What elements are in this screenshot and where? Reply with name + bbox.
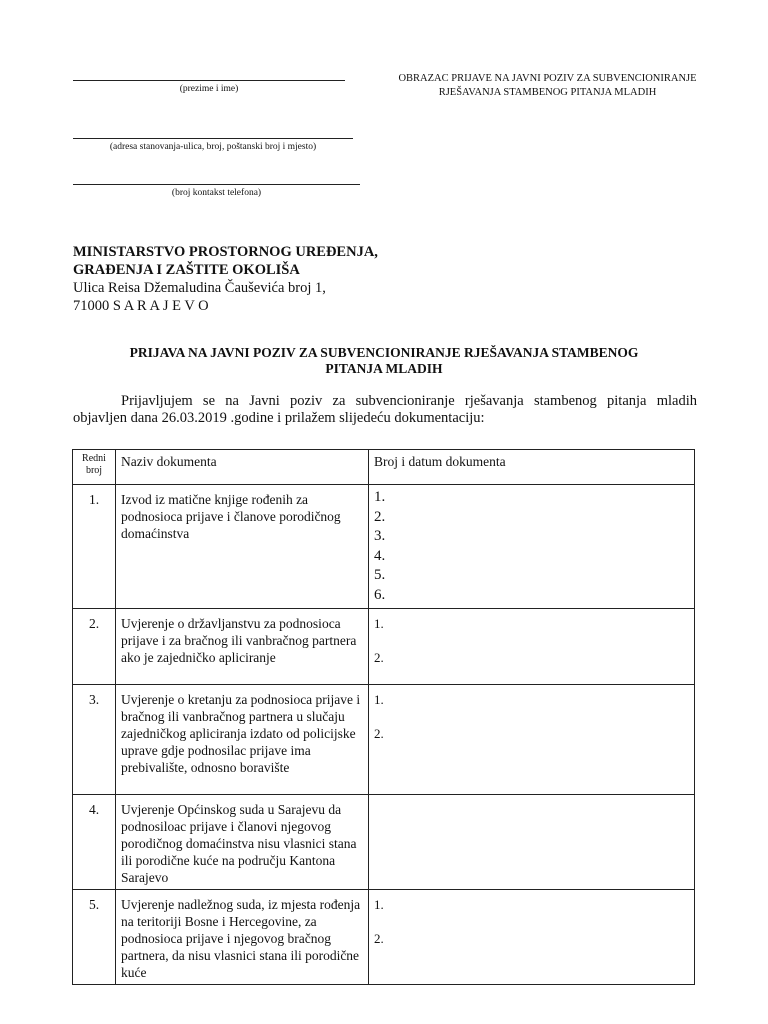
- name-field-caption: (prezime i ime): [179, 84, 239, 94]
- documents-table: [72, 449, 695, 985]
- intro-paragraph: [73, 393, 697, 427]
- name-field-line[interactable]: [73, 68, 345, 81]
- ref-item: 2.: [374, 931, 384, 946]
- ministry-name-line2: GRAĐENJA I ZAŠTITE OKOLIŠA: [73, 262, 300, 278]
- ministry-city: 71000 S A R A J E V O: [73, 298, 209, 314]
- row-doc-name: Izvod iz matične knjige rođenih za podnosioca prijave i članove porodičnog domaćinstva: [116, 485, 369, 609]
- row-doc-name: Uvjerenje o kretanju za podnosioca prijave i bračnog ili vanbračnog partnera u slučaju zajedničkog apliciranja izdato od policijske uprave gdje podnosilac prijave ima prebivalište, odnosno boravište: [116, 685, 369, 795]
- row-num: 2.: [73, 609, 116, 685]
- row-doc-name: Uvjerenje Općinskog suda u Sarajevu da podnosiloac prijave i članovi njegovog porodičnog domaćinstva nisu vlasnici stana ili porodične kuće na području Kantona Sarajevo: [116, 795, 369, 890]
- intro-line1: Prijavljujem se na Javni poziv za subvencioniranje rješavanja stambenog pitanja mladih: [121, 393, 697, 409]
- document-title: [73, 345, 695, 377]
- row-num: 3.: [73, 685, 116, 795]
- row-num: 1.: [73, 485, 116, 609]
- row-doc-refs[interactable]: [369, 485, 695, 609]
- phone-field[interactable]: [73, 172, 360, 198]
- form-header: [385, 72, 710, 100]
- ref-item: 4.: [374, 547, 386, 564]
- table-row: [73, 795, 695, 890]
- table-row: [73, 609, 695, 685]
- ministry-street: Ulica Reisa Džemaludina Čauševića broj 1,: [73, 280, 326, 296]
- header-num-cell: [73, 450, 116, 485]
- ministry-name-line1: MINISTARSTVO PROSTORNOG UREĐENJA,: [73, 244, 378, 260]
- header-name-cell: Naziv dokumenta: [116, 450, 369, 485]
- ref-item: 2.: [374, 650, 384, 665]
- ref-item: 3.: [374, 528, 386, 544]
- header-ref-cell: Broj i datum dokumenta: [369, 450, 695, 485]
- table-row: [73, 685, 695, 795]
- name-field[interactable]: [73, 68, 345, 94]
- address-field-line[interactable]: [73, 126, 353, 139]
- row-num: 5.: [73, 890, 116, 985]
- header-num-line1: Redni: [82, 453, 106, 464]
- ref-item: 1.: [374, 616, 384, 631]
- table-row: [73, 485, 695, 609]
- ref-item: 1.: [374, 692, 384, 707]
- recipient-address: [73, 243, 378, 315]
- table-row: [73, 890, 695, 985]
- form-header-line2: RJEŠAVANJA STAMBENOG PITANJA MLADIH: [438, 87, 657, 98]
- row-doc-name: Uvjerenje nadležnog suda, iz mjesta rođenja na teritoriji Bosne i Hercegovine, za podnosioca prijave i njegovog bračnog partnera, da nisu vlasnici stana ili porodične kuće: [116, 890, 369, 985]
- ref-item: 2.: [374, 508, 386, 525]
- header-num-line2: broj: [85, 465, 103, 476]
- row-doc-refs[interactable]: [369, 795, 695, 890]
- row-doc-refs[interactable]: [369, 890, 695, 985]
- form-header-line1: OBRAZAC PRIJAVE NA JAVNI POZIV ZA SUBVENCIONIRANJE: [398, 73, 697, 84]
- ref-item: 1.: [374, 897, 384, 912]
- row-doc-refs[interactable]: [369, 685, 695, 795]
- document-title-line2: PITANJA MLADIH: [325, 361, 443, 376]
- ref-item: 1.: [374, 489, 386, 505]
- phone-field-caption: (broj kontakst telefona): [171, 188, 262, 198]
- ref-item: 5.: [374, 567, 386, 583]
- row-doc-refs[interactable]: [369, 609, 695, 685]
- row-num: 4.: [73, 795, 116, 890]
- ref-item: 6.: [374, 586, 386, 603]
- intro-line2: objavljen dana 26.03.2019 .godine i prilažem slijedeću dokumentaciju:: [73, 410, 485, 426]
- ref-item: 2.: [374, 726, 384, 741]
- row-doc-name: Uvjerenje o državljanstvu za podnosioca prijave i za bračnog ili vanbračnog partnera ako je zajedničko apliciranje: [116, 609, 369, 685]
- document-title-line1: PRIJAVA NA JAVNI POZIV ZA SUBVENCIONIRANJE RJEŠAVANJA STAMBENOG: [129, 345, 639, 360]
- address-field-caption: (adresa stanovanja-ulica, broj, poštanski broj i mjesto): [109, 142, 317, 152]
- phone-field-line[interactable]: [73, 172, 360, 185]
- table-header-row: [73, 450, 695, 485]
- address-field[interactable]: [73, 126, 353, 152]
